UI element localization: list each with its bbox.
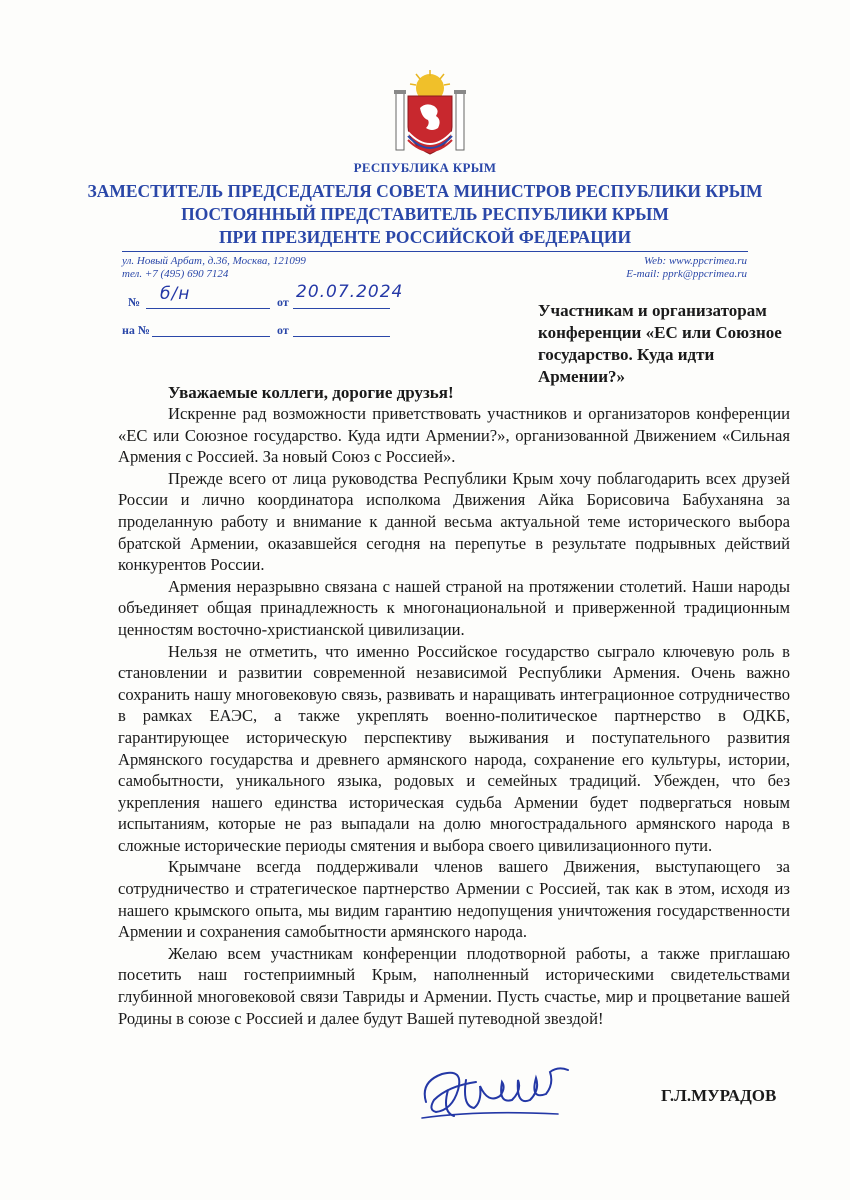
greeting: Уважаемые коллеги, дорогие друзья! — [168, 383, 454, 402]
letter-body — [118, 403, 790, 1029]
ref-number-line — [152, 336, 270, 337]
website: Web: www.ppcrimea.ru — [644, 255, 747, 267]
email: E-mail: pprk@ppcrimea.ru — [626, 268, 747, 280]
number-label: № — [128, 295, 141, 309]
phone: тел. +7 (495) 690 7124 — [122, 268, 229, 280]
date-label: от — [277, 295, 289, 309]
date-line — [293, 308, 390, 309]
number-line — [146, 308, 270, 309]
letterhead-title-line-1: ЗАМЕСТИТЕЛЬ ПРЕДСЕДАТЕЛЯ СОВЕТА МИНИСТРОВ РЕСПУБЛИКИ КРЫМ — [87, 181, 763, 201]
paragraph: Нельзя не отметить, что именно Российское государство сыграло ключевую роль в становлении и развитии современной независимой Республики Армения. Очень важно сохранить нашу многовековую связь, развивать и наращивать интеграционное сотрудничество в рамках ЕАЭС, а также укреплять военно-политическое партнерство в ОДКБ, гарантирующее историческую перспективу выживания и поступательного развития Армянского государства и древнего армянского народа, сохранение его культуры, истории, самобытности, уникального языка, родовых и семейных традиций. Убежден, что без укрепления нашего единства историческая судьба Армении будет подвергаться новым испытаниям, которые не раз выпадали на долю многострадального армянского народа в сложные исторические периоды смятения и выбора своего цивилизационного пути. — [118, 641, 790, 855]
header-divider — [122, 251, 748, 252]
address: ул. Новый Арбат, д.36, Москва, 121099 — [122, 255, 306, 267]
addressee: Участникам и организаторам конференции «ЕС или Союзное государство. Куда идти Армении?» — [538, 301, 782, 386]
paragraph: Желаю всем участникам конференции плодотворной работы, а также приглашаю посетить наш гостеприимный Крым, наполненный историческими свидетельствами глубинной многовековой связи Тавриды и Армении. Пусть счастье, мир и процветание вашей Родины в союзе с Россией и далее будут Вашей путеводной звездой! — [118, 943, 790, 1028]
ref-number-label: на № — [122, 323, 150, 337]
paragraph: Прежде всего от лица руководства Республики Крым хочу поблагодарить всех друзей России и лично координатора исполкома Движения Айка Борисовича Бабуханяна за проделанную работу и внимание к данной весьма актуальной теме исторического выбора братской Армении, оказавшейся сегодня на перепутье в результате подрывных действий конкурентов России. — [118, 468, 790, 575]
paragraph: Искренне рад возможности приветствовать участников и организаторов конференции «ЕС или Союзное государство. Куда идти Армении?», организованной Движением «Сильная Армения с Россией. За новый Союз с Россией». — [118, 404, 790, 467]
number-value: б/н — [160, 284, 191, 304]
letterhead-title-line-2: ПОСТОЯННЫЙ ПРЕДСТАВИТЕЛЬ РЕСПУБЛИКИ КРЫМ — [181, 204, 669, 224]
contact-left — [122, 255, 306, 281]
letterhead-title-line-3: ПРИ ПРЕЗИДЕНТЕ РОССИЙСКОЙ ФЕДЕРАЦИИ — [218, 227, 632, 247]
letterhead — [0, 160, 850, 249]
signature-icon — [418, 1060, 583, 1130]
contact-right — [626, 255, 747, 281]
ref-date-label: от — [277, 323, 289, 337]
signer-name: Г.Л.МУРАДОВ — [661, 1086, 777, 1105]
paragraph: Крымчане всегда поддерживали членов вашего Движения, выступающего за сотрудничество и стратегическое партнерство Армении с Россией, так как в этом, исходя из нашего крымского опыта, мы видим гарантию недопущения уничтожения государственности Армении и сохранения самобытности армянского народа. — [118, 857, 790, 942]
crimea-coat-of-arms-icon — [390, 70, 470, 160]
date-value: 20.07.2024 — [296, 282, 404, 302]
paragraph: Армения неразрывно связана с нашей страной на протяжении столетий. Наши народы объединяет общая принадлежность к многонациональной и приверженной традиционным ценностям восточно-христианской цивилизации. — [118, 576, 790, 639]
republic-name: РЕСПУБЛИКА КРЫМ — [353, 160, 497, 175]
ref-date-line — [293, 336, 390, 337]
